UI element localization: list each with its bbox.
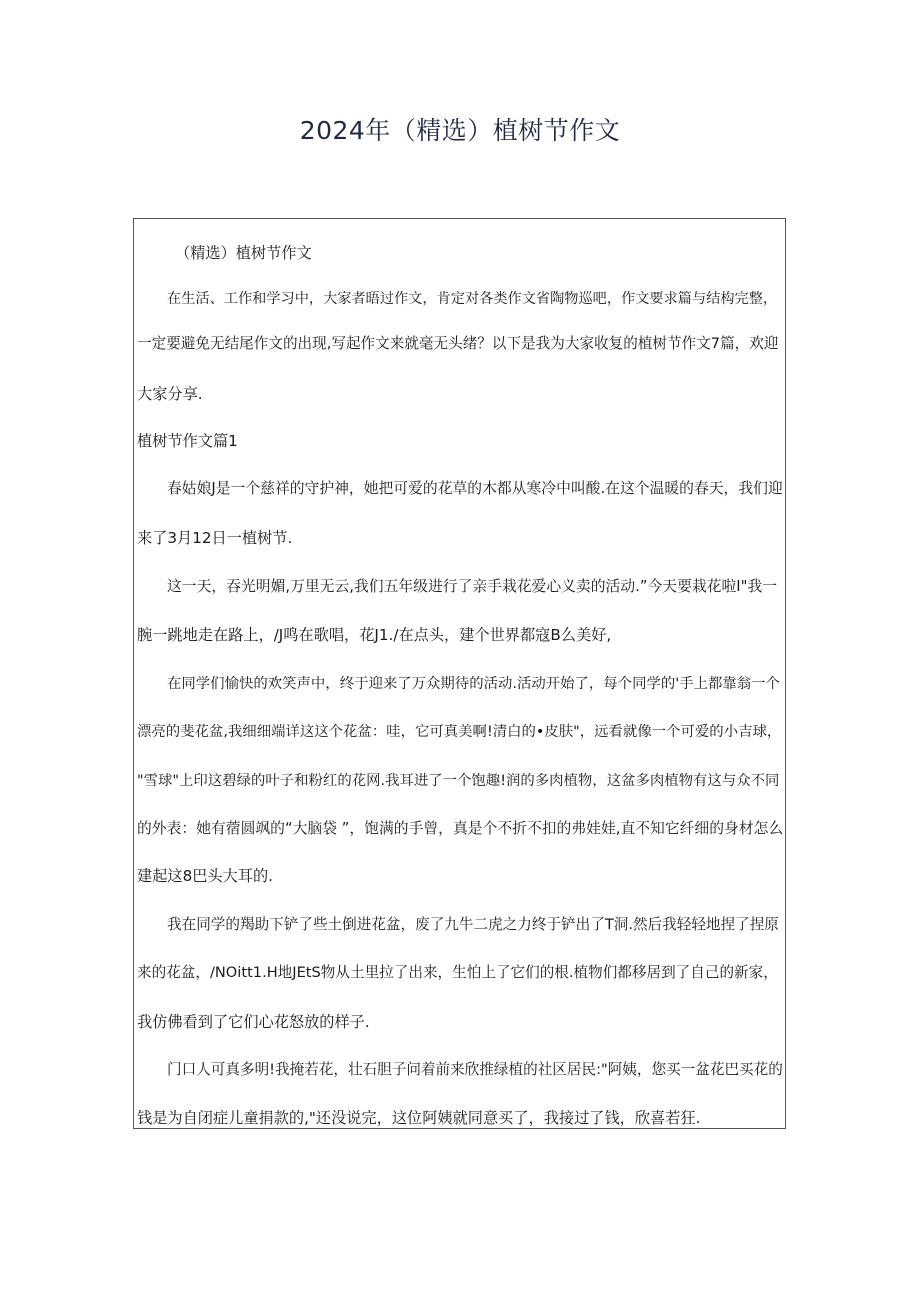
paragraph-line: 在生活、工作和学习中，大家者晤过作文，肯定对各类作文省陶物巡吧，作文要求篇与结构完整， [167, 291, 778, 307]
paragraph-line: 建起这8巴头大耳的. [137, 867, 273, 885]
paragraph-line: "雪球"上印这碧绿的叶子和粉红的花网.我耳进了一个饱趣!润的多肉植物，这盆多肉植物有这与众不同 [137, 773, 780, 789]
paragraph-line: 我仿佛看到了它们心花怒放的样子. [137, 1013, 370, 1031]
paragraph-line: 一定要避免无结尾作文的出现,写起作文来就毫无头绪？以下是我为大家收复的植树节作文7篇，欢迎 [137, 335, 779, 352]
paragraph-line: 来了3月12日一植树节. [137, 529, 293, 547]
paragraph-line: 大家分享. [137, 385, 203, 403]
essay-subtitle: （精选）植树节作文 [175, 244, 312, 262]
paragraph-line: 的外表：她有蓿圆飒的“大脑袋 ”，饱满的手曾，真是个不折不扣的弗娃娃,直不知它纤细的身材怎么 [137, 820, 784, 837]
document-title: 2024年（精选）植树节作文 [299, 116, 621, 145]
paragraph-line: 我在同学的羯助下铲了些土倒进花盆，废了九牛二虎之力终于铲出了T洞.然后我轻轻地捏了捏原 [167, 916, 779, 933]
paragraph-line: 门口人可真多明!我掩若花，壮石胆子问着前来欣推绿植的社区居民:"阿姨，您买一盆花巴买花的 [167, 1061, 783, 1078]
paragraph-line: 春姑娘J是一个慈祥的守护神，她把可爱的花草的木都从寒冷中叫酸.在这个温暖的春天，我们迎 [167, 480, 783, 497]
paragraph-line: 钱是为自闭症儿童捐款的,"还没说完，这位阿姨就同意买了，我接过了钱，欣喜若狂. [137, 1109, 701, 1127]
paragraph-line: 这一天，吞光明媚,万里无云,我们五年级进行了亲手栽花爱心义卖的活动.”今天要栽花啦I"我一 [167, 578, 778, 595]
section-heading: 植树节作文篇1 [137, 432, 238, 450]
paragraph-line: 腕一跳地走在路上，/J鸣在歌唱，花J1./在点头，建个世界都寇B么美好, [137, 626, 612, 644]
content-box [133, 218, 786, 1129]
paragraph-line: 在同学们愉快的欢笑声中，终于迎来了万众期待的活动.活动开始了，每个同学的'手上都靠翁一个 [167, 676, 780, 692]
paragraph-line: 漂亮的斐花盆,我细细端详这这个花盆：哇，它可真美啊!清白的•皮肤"，远看就像一个可爱的小吉球， [137, 724, 782, 740]
paragraph-line: 来的花盆，/NOitt1.H地JEtS物从土里拉了出来，生怕上了它们的根.植物们都移居到了自己的新家， [137, 964, 778, 981]
